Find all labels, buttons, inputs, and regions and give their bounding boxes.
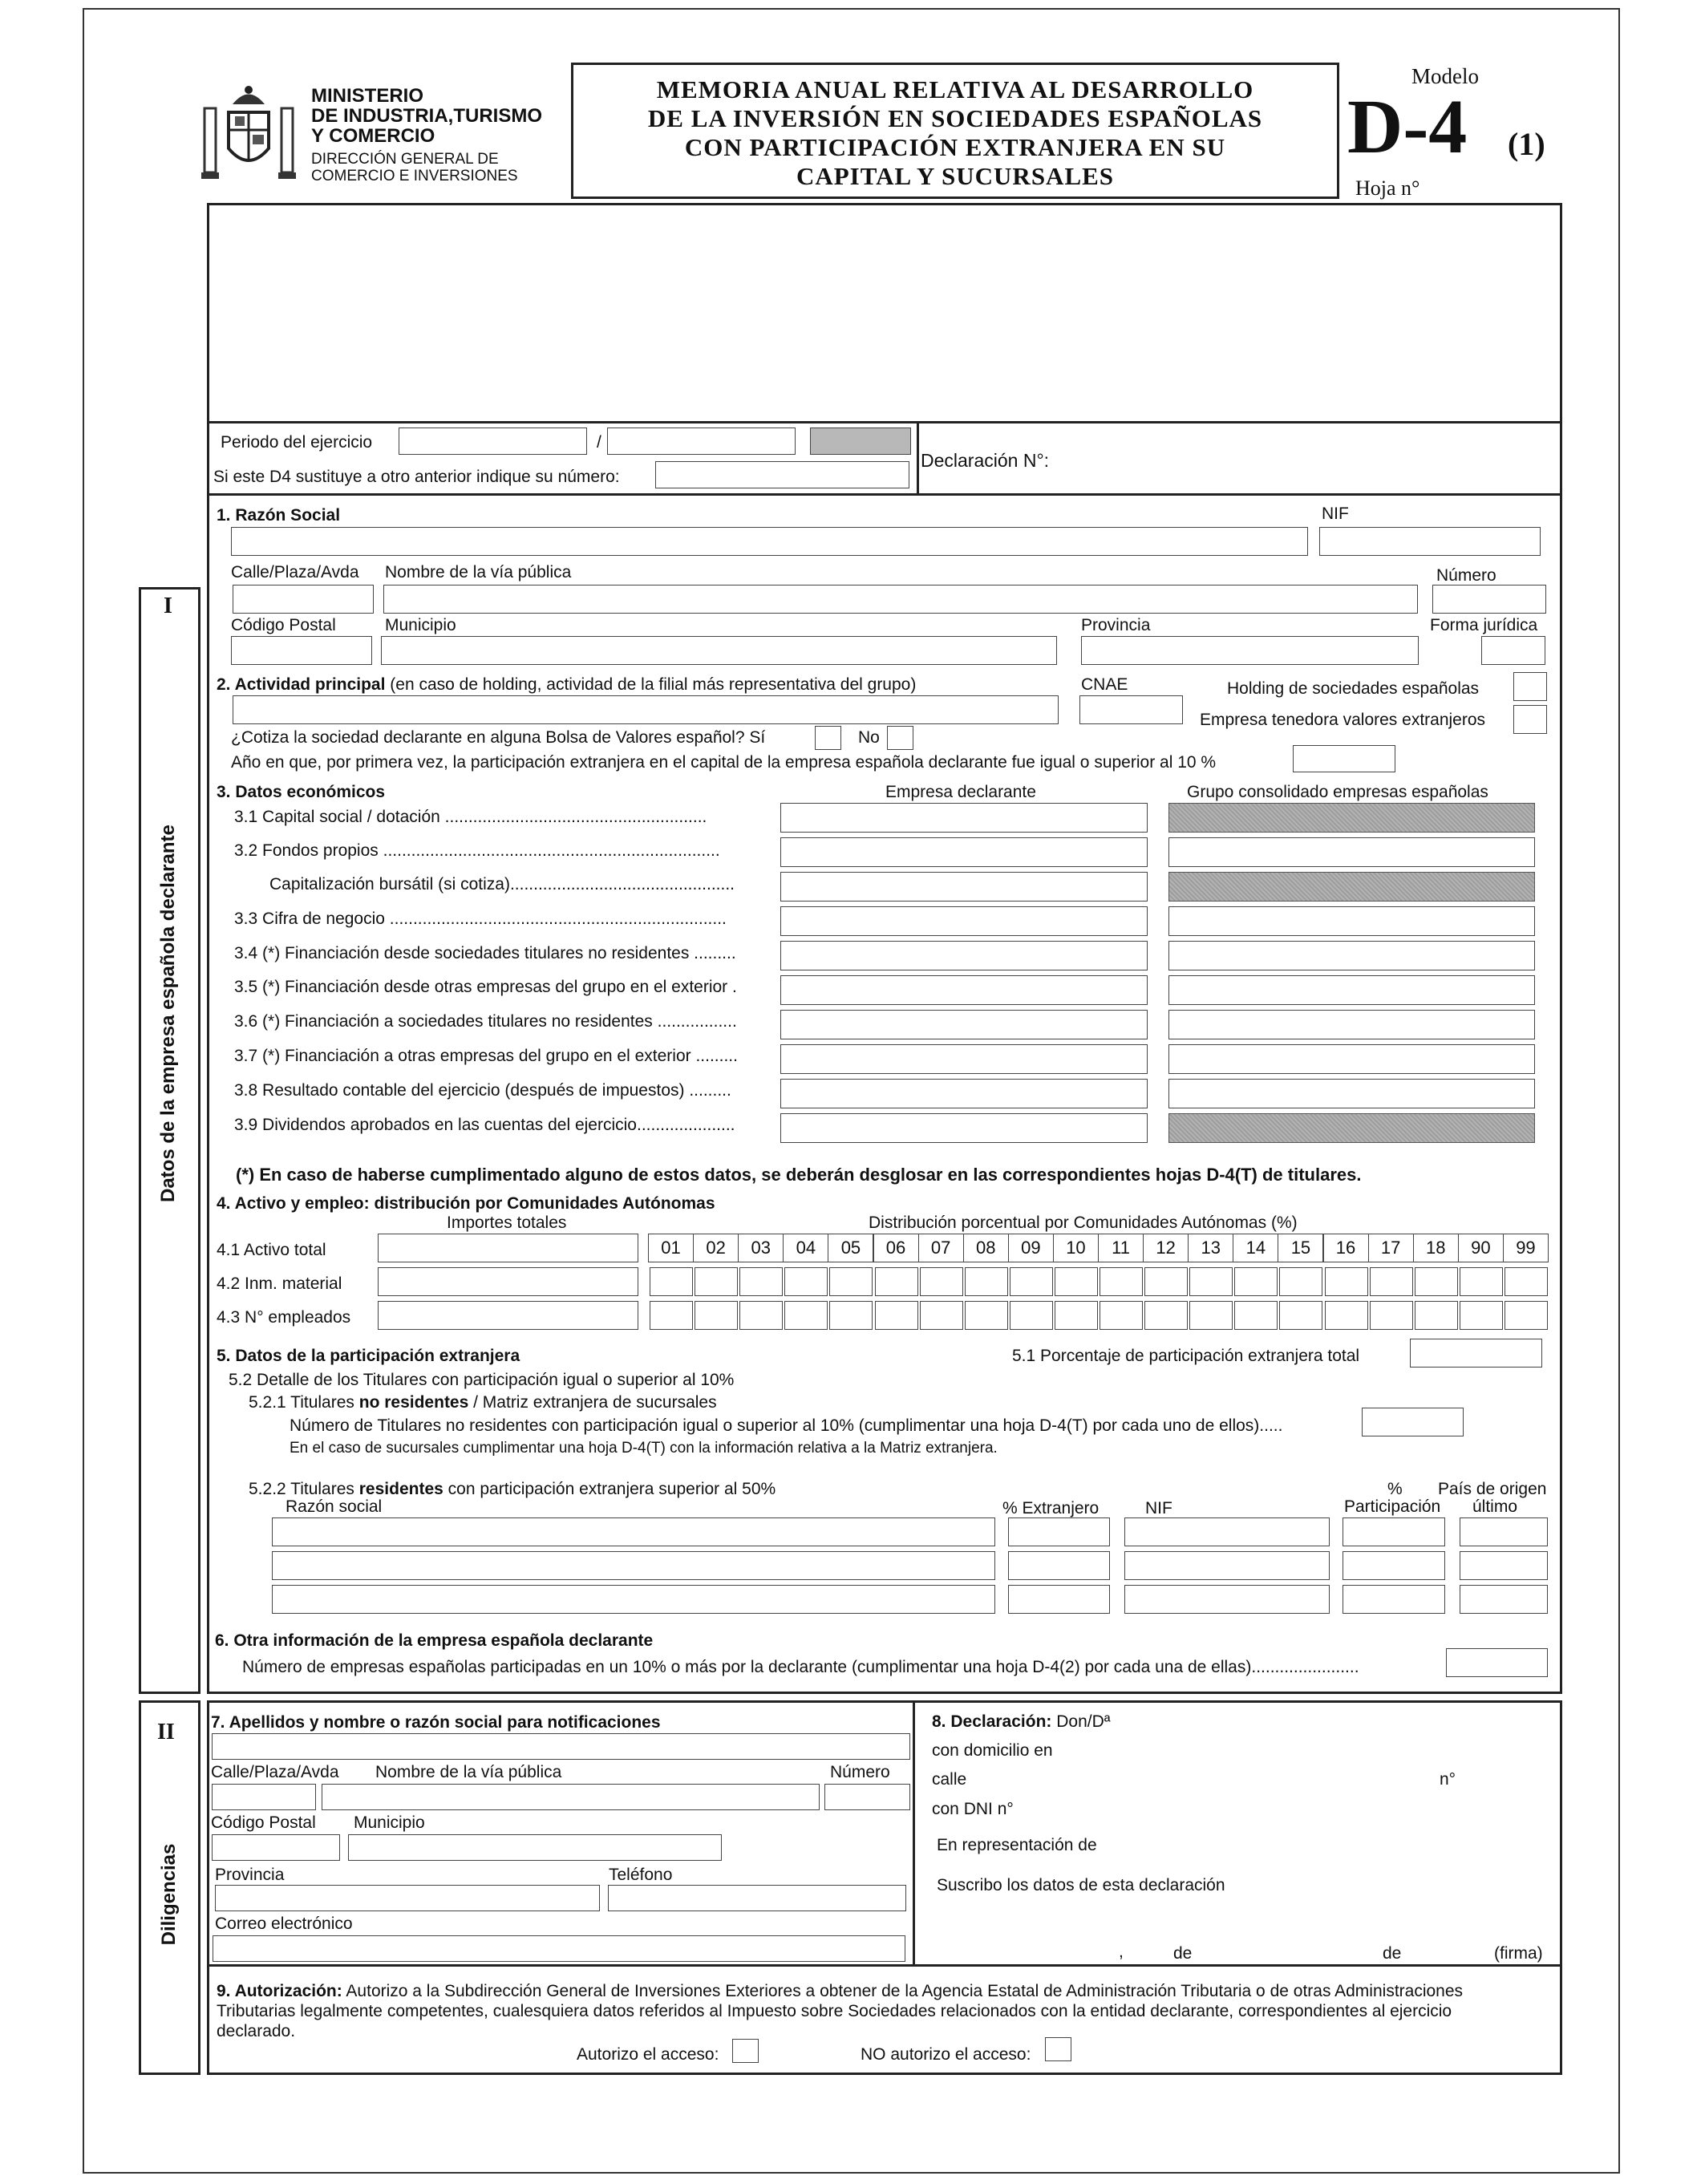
economic-row-label: 3.8 Resultado contable del ejercicio (después de impuestos) ......... — [234, 1081, 731, 1100]
notif-municipio-label: Municipio — [354, 1813, 425, 1832]
ccaa-percent-field[interactable] — [1055, 1267, 1098, 1296]
economic-empresa-field[interactable] — [780, 1044, 1148, 1074]
col-ultimo: último — [1472, 1497, 1518, 1516]
ccaa-code-header: 90 — [1458, 1234, 1504, 1262]
ccaa-percent-field[interactable] — [1010, 1267, 1053, 1296]
titulares-residentes-label: 5.2.2 Titulares residentes con participación extranjera superior al 50% — [249, 1480, 776, 1498]
economic-row-label: 3.4 (*) Financiación desde sociedades titulares no residentes ......... — [234, 944, 736, 962]
ccaa-percent-field[interactable] — [829, 1267, 873, 1296]
ccaa-code-header: 13 — [1188, 1234, 1233, 1262]
ccaa-percent-field[interactable] — [1144, 1301, 1188, 1330]
notif-nombre-via-label: Nombre de la vía pública — [375, 1763, 562, 1781]
municipio-field[interactable] — [381, 636, 1057, 665]
table-cell[interactable] — [272, 1551, 995, 1580]
forma-juridica-label: Forma jurídica — [1430, 616, 1538, 634]
decl-numero-label: n° — [1440, 1770, 1456, 1789]
ccaa-code-header: 14 — [1233, 1234, 1278, 1262]
ccaa-percent-field[interactable] — [1144, 1267, 1188, 1296]
calle-field[interactable] — [233, 585, 374, 614]
ccaa-code-header: 01 — [648, 1234, 694, 1262]
ccaa-percent-field[interactable] — [1279, 1267, 1322, 1296]
ccaa-percent-field[interactable] — [1415, 1301, 1458, 1330]
table-cell[interactable] — [1124, 1551, 1330, 1580]
detalle-titulares-label: 5.2 Detalle de los Titulares con participación igual o superior al 10% — [229, 1371, 735, 1389]
ccaa-code-header: 15 — [1278, 1234, 1323, 1262]
ccaa-code-header: 10 — [1053, 1234, 1099, 1262]
col-nif: NIF — [1145, 1499, 1172, 1517]
modelo-code: D-4 — [1347, 83, 1468, 169]
ccaa-code-header: 02 — [693, 1234, 739, 1262]
economic-grupo-shaded — [1168, 1113, 1535, 1143]
codigo-postal-field[interactable] — [231, 636, 372, 665]
economic-grupo-field[interactable] — [1168, 975, 1535, 1005]
ministry-name: Y COMERCIO — [311, 125, 435, 147]
notif-correo-label: Correo electrónico — [215, 1915, 353, 1933]
notif-municipio-field[interactable] — [348, 1834, 722, 1861]
ccaa-percent-field[interactable] — [1010, 1301, 1053, 1330]
titulares-no-residentes-label: 5.2.1 Titulares no residentes / Matriz extranjera de sucursales — [249, 1393, 717, 1412]
razon-social-field[interactable] — [231, 527, 1308, 556]
economic-row-label: 3.1 Capital social / dotación ........................................................ — [234, 808, 707, 826]
nif-label: NIF — [1322, 504, 1349, 523]
anio-label: Año en que, por primera vez, la participación extranjera en el capital de la empresa española declarante fue igual o superior al 10 % — [231, 753, 1217, 772]
economic-grupo-field[interactable] — [1168, 1044, 1535, 1074]
col-razon-social: Razón social — [286, 1497, 383, 1516]
ccaa-code-header: 07 — [918, 1234, 964, 1262]
autorizo-checkbox[interactable] — [732, 2039, 759, 2063]
provincia-field[interactable] — [1081, 636, 1419, 665]
ccaa-code-header: 17 — [1368, 1234, 1414, 1262]
economic-row-label: 3.2 Fondos propios ........................................................................ — [234, 841, 720, 860]
sustituye-label: Si este D4 sustituye a otro anterior indique su número: — [213, 468, 620, 486]
col-participacion-top: % — [1387, 1480, 1403, 1498]
section2-numeral: II — [157, 1720, 175, 1744]
ccaa-percent-field[interactable] — [1055, 1301, 1098, 1330]
otra-informacion-title: 6. Otra información de la empresa española declarante — [215, 1631, 654, 1650]
free-text-area[interactable] — [207, 203, 1562, 423]
ccaa-percent-field[interactable] — [1370, 1267, 1413, 1296]
economic-row-label: 3.3 Cifra de negocio ........................................................................ — [234, 910, 727, 928]
autorizo-label: Autorizo el acceso: — [577, 2045, 719, 2064]
section1-numeral: I — [164, 594, 172, 618]
notif-codigo-postal-label: Código Postal — [211, 1813, 316, 1832]
fecha-de-1: de — [1173, 1944, 1193, 1963]
municipio-label: Municipio — [385, 616, 456, 634]
ccaa-code-header: 12 — [1143, 1234, 1189, 1262]
periodo-end-field[interactable] — [607, 427, 796, 455]
notif-telefono-field[interactable] — [608, 1885, 906, 1911]
department-name: COMERCIO E INVERSIONES — [311, 168, 518, 184]
economic-empresa-field[interactable] — [780, 872, 1148, 902]
table-cell[interactable] — [272, 1517, 995, 1546]
economic-empresa-field[interactable] — [780, 803, 1148, 833]
notif-provincia-field[interactable] — [215, 1885, 600, 1911]
ccaa-percent-field[interactable] — [965, 1301, 1008, 1330]
ccaa-code-header: 11 — [1098, 1234, 1144, 1262]
autorizacion-line3: declarado. — [217, 2022, 296, 2040]
ccaa-percent-field[interactable] — [1505, 1267, 1548, 1296]
actividad-field[interactable] — [233, 695, 1059, 724]
fecha-comma: , — [1119, 1943, 1124, 1961]
economic-empresa-field[interactable] — [780, 1010, 1148, 1039]
cotiza-no-label: No — [858, 728, 880, 747]
economic-empresa-field[interactable] — [780, 1079, 1148, 1108]
ccaa-percent-field[interactable] — [650, 1267, 693, 1296]
otra-informacion-text: Número de empresas españolas participadas en un 10% o más por la declarante (cumplimentar una hoja D-4(2) por cada una de ellas)....................... — [242, 1658, 1359, 1676]
ccaa-percent-field[interactable] — [1460, 1301, 1503, 1330]
activo-row-label: 4.3 N° empleados — [217, 1308, 351, 1327]
ccaa-code-header: 03 — [738, 1234, 784, 1262]
ccaa-percent-field[interactable] — [1189, 1267, 1233, 1296]
ccaa-percent-field[interactable] — [1325, 1301, 1368, 1330]
notif-nombre-via-field[interactable] — [322, 1784, 820, 1810]
economic-empresa-field[interactable] — [780, 975, 1148, 1005]
domicilio-label: con domicilio en — [932, 1741, 1053, 1760]
table-cell[interactable] — [1343, 1551, 1445, 1580]
ccaa-percent-field[interactable] — [1100, 1301, 1143, 1330]
notif-numero-field[interactable] — [824, 1784, 910, 1810]
ministry-name: MINISTERIO — [311, 85, 424, 107]
activo-total-field[interactable] — [378, 1234, 638, 1262]
porcentaje-label: 5.1 Porcentaje de participación extranjera total — [1012, 1347, 1360, 1365]
ccaa-percent-field[interactable] — [1100, 1267, 1143, 1296]
participacion-title: 5. Datos de la participación extranjera — [217, 1347, 520, 1365]
economic-empresa-field[interactable] — [780, 941, 1148, 970]
ccaa-percent-field[interactable] — [1370, 1301, 1413, 1330]
economic-grupo-field[interactable] — [1168, 1010, 1535, 1039]
economic-grupo-field[interactable] — [1168, 837, 1535, 867]
table-cell[interactable] — [1008, 1517, 1110, 1546]
cotiza-no-checkbox[interactable] — [887, 726, 913, 750]
empleados-field[interactable] — [378, 1301, 638, 1330]
cotiza-si-checkbox[interactable] — [815, 726, 841, 750]
empresa-declarante-header: Empresa declarante — [885, 783, 1036, 801]
inm-material-field[interactable] — [378, 1267, 638, 1296]
coat-of-arms-icon — [196, 80, 301, 184]
provincia-label: Provincia — [1081, 616, 1151, 634]
table-cell[interactable] — [1343, 1585, 1445, 1614]
numero-field[interactable] — [1432, 585, 1546, 614]
notif-codigo-postal-field[interactable] — [212, 1834, 340, 1861]
ccaa-percent-field[interactable] — [739, 1301, 783, 1330]
actividad-label: 2. Actividad principal (en caso de holding, actividad de la filial más representativa del grupo) — [217, 675, 917, 694]
economic-grupo-shaded — [1168, 803, 1535, 833]
cnae-field[interactable] — [1079, 695, 1183, 724]
economic-grupo-field[interactable] — [1168, 1079, 1535, 1108]
holding-checkbox[interactable] — [1513, 672, 1547, 701]
cnae-label: CNAE — [1081, 675, 1128, 694]
nombre-via-field[interactable] — [383, 585, 1418, 614]
declaracion-panel-8 — [913, 1700, 1562, 1967]
holding-label: Holding de sociedades españolas — [1227, 679, 1480, 698]
ccaa-percent-field[interactable] — [784, 1267, 828, 1296]
declaracion-label: Declaración N°: — [921, 450, 1050, 471]
otra-informacion-field[interactable] — [1446, 1648, 1548, 1677]
ccaa-percent-field[interactable] — [1415, 1267, 1458, 1296]
economic-empresa-field[interactable] — [780, 906, 1148, 936]
importes-totales-header: Importes totales — [447, 1214, 567, 1232]
anio-field[interactable] — [1293, 745, 1395, 772]
activo-empleo-title: 4. Activo y empleo: distribución por Comunidades Autónomas — [217, 1194, 715, 1213]
no-autorizo-label: NO autorizo el acceso: — [861, 2045, 1031, 2064]
table-cell[interactable] — [1460, 1551, 1548, 1580]
table-cell[interactable] — [1124, 1585, 1330, 1614]
ccaa-percent-field[interactable] — [1279, 1301, 1322, 1330]
ccaa-percent-field[interactable] — [920, 1267, 963, 1296]
ccaa-percent-field[interactable] — [920, 1301, 963, 1330]
economic-row-label: 3.7 (*) Financiación a otras empresas del grupo en el exterior ......... — [234, 1047, 738, 1065]
notif-calle-field[interactable] — [212, 1784, 316, 1810]
activo-row-label: 4.2 Inm. material — [217, 1274, 342, 1293]
ccaa-percent-field[interactable] — [784, 1301, 828, 1330]
table-cell[interactable] — [1008, 1551, 1110, 1580]
autorizacion-line1: 9. Autorización: Autorizo a la Subdirección General de Inversiones Exteriores a obtener de la Agencia Estatal de Administración Tributaria o de otras Administraciones — [217, 1982, 1464, 2000]
ccaa-percent-field[interactable] — [1325, 1267, 1368, 1296]
representacion-label: En representación de — [937, 1836, 1097, 1854]
notif-correo-field[interactable] — [213, 1935, 905, 1962]
table-cell[interactable] — [1460, 1585, 1548, 1614]
economic-empresa-field[interactable] — [780, 1113, 1148, 1143]
periodo-separator: / — [597, 433, 601, 452]
firma-label: (firma) — [1494, 1944, 1543, 1963]
razon-social-label: 1. Razón Social — [217, 506, 341, 525]
economic-grupo-field[interactable] — [1168, 941, 1535, 970]
periodo-start-field[interactable] — [399, 427, 587, 455]
ccaa-percent-field[interactable] — [1234, 1267, 1278, 1296]
declaracion-title: 8. Declaración: Don/Dª — [932, 1712, 1111, 1731]
periodo-shaded-field — [810, 427, 911, 455]
codigo-postal-label: Código Postal — [231, 616, 336, 634]
ccaa-percent-field[interactable] — [1234, 1301, 1278, 1330]
tenedora-label: Empresa tenedora valores extranjeros — [1200, 711, 1486, 729]
notificaciones-nombre-field[interactable] — [212, 1733, 910, 1760]
col-participacion: Participación — [1344, 1497, 1441, 1516]
tenedora-checkbox[interactable] — [1513, 705, 1547, 734]
ccaa-percent-field[interactable] — [1189, 1301, 1233, 1330]
table-cell[interactable] — [1460, 1517, 1548, 1546]
ccaa-percent-field[interactable] — [829, 1301, 873, 1330]
datos-economicos-title: 3. Datos económicos — [217, 783, 386, 801]
modelo-label: Modelo — [1411, 64, 1479, 88]
ccaa-code-header: 16 — [1323, 1234, 1369, 1262]
ministry-name: DE INDUSTRIA,TURISMO — [311, 105, 542, 127]
ccaa-percent-field[interactable] — [875, 1267, 918, 1296]
ccaa-percent-field[interactable] — [695, 1267, 738, 1296]
grupo-consolidado-header: Grupo consolidado empresas españolas — [1187, 783, 1488, 801]
col-extranjero: % Extranjero — [1002, 1499, 1100, 1517]
col-pais-origen: País de origen — [1438, 1480, 1547, 1498]
notificaciones-title: 7. Apellidos y nombre o razón social para notificaciones — [211, 1713, 661, 1732]
ccaa-percent-field[interactable] — [875, 1301, 918, 1330]
nombre-via-label: Nombre de la vía pública — [385, 563, 572, 581]
ccaa-percent-field[interactable] — [650, 1301, 693, 1330]
numero-titulares-field[interactable] — [1362, 1408, 1464, 1436]
ccaa-code-header: 99 — [1503, 1234, 1549, 1262]
section2-label: Diligencias — [158, 1843, 180, 1946]
ccaa-code-header: 05 — [828, 1234, 873, 1262]
form-title: MEMORIA ANUAL RELATIVA AL DESARROLLO DE LA INVERSIÓN EN SOCIEDADES ESPAÑOLAS CON PARTICIPACIÓN EXTRANJERA EN SU CAPITAL Y SUCURSALES — [647, 75, 1263, 190]
economic-row-label: 3.9 Dividendos aprobados en las cuentas del ejercicio..................... — [234, 1116, 735, 1134]
notif-telefono-label: Teléfono — [609, 1866, 673, 1884]
ccaa-percent-field[interactable] — [1505, 1301, 1548, 1330]
financiacion-note: (*) En caso de haberse cumplimentado alguno de estos datos, se deberán desglosar en las correspondientes hojas D-4(T) de titulares. — [236, 1165, 1362, 1185]
economic-grupo-shaded — [1168, 872, 1535, 902]
department-name: DIRECCIÓN GENERAL DE — [311, 151, 499, 168]
numero-label: Número — [1436, 566, 1496, 585]
no-autorizo-checkbox[interactable] — [1045, 2037, 1071, 2061]
ccaa-code-header: 06 — [873, 1234, 919, 1262]
sustituye-field[interactable] — [655, 461, 909, 488]
ccaa-percent-field[interactable] — [695, 1301, 738, 1330]
table-cell[interactable] — [1008, 1585, 1110, 1614]
economic-grupo-field[interactable] — [1168, 906, 1535, 936]
notif-calle-label: Calle/Plaza/Avda — [211, 1763, 339, 1781]
section1-label: Datos de la empresa española declarante — [157, 825, 179, 1202]
ccaa-percent-field[interactable] — [739, 1267, 783, 1296]
dni-label: con DNI n° — [932, 1800, 1014, 1818]
economic-row-label: 3.6 (*) Financiación a sociedades titulares no residentes ................. — [234, 1012, 737, 1031]
economic-row-label: 3.5 (*) Financiación desde otras empresas del grupo en el exterior . — [234, 978, 737, 996]
cotiza-label: ¿Cotiza la sociedad declarante en alguna Bolsa de Valores español? Sí — [231, 728, 766, 747]
modelo-suffix: (1) — [1508, 126, 1545, 162]
economic-empresa-field[interactable] — [780, 837, 1148, 867]
ccaa-percent-field[interactable] — [965, 1267, 1008, 1296]
table-cell[interactable] — [1124, 1517, 1330, 1546]
economic-row-label: Capitalización bursátil (si cotiza)................................................ — [269, 875, 735, 893]
activo-row-label: 4.1 Activo total — [217, 1241, 326, 1259]
ccaa-code-header: 04 — [783, 1234, 828, 1262]
ccaa-percent-field[interactable] — [1460, 1267, 1503, 1296]
autorizacion-line2: Tributarias legalmente competentes, cualesquiera datos referidos al Impuesto sobre Sociedades relacionados con la entidad declarante, correspondientes al ejercicio — [217, 2002, 1452, 2020]
forma-juridica-field[interactable] — [1481, 636, 1545, 665]
ccaa-code-header: 18 — [1413, 1234, 1459, 1262]
sucursales-note: En el caso de sucursales cumplimentar una hoja D-4(T) con la información relativa a la Matriz extranjera. — [290, 1440, 998, 1457]
notif-provincia-label: Provincia — [215, 1866, 285, 1884]
ccaa-code-header: 09 — [1008, 1234, 1054, 1262]
periodo-label: Periodo del ejercicio — [221, 433, 373, 452]
distribucion-header: Distribución porcentual por Comunidades Autónomas (%) — [869, 1214, 1298, 1232]
suscribo-label: Suscribo los datos de esta declaración — [937, 1876, 1225, 1894]
notif-numero-label: Número — [830, 1763, 890, 1781]
ccaa-code-header: 08 — [963, 1234, 1009, 1262]
calle-label: Calle/Plaza/Avda — [231, 563, 359, 581]
porcentaje-field[interactable] — [1410, 1339, 1542, 1368]
nif-field[interactable] — [1319, 527, 1541, 556]
table-cell[interactable] — [272, 1585, 995, 1614]
hoja-label: Hoja n° — [1355, 176, 1420, 200]
decl-calle-label: calle — [932, 1770, 967, 1789]
fecha-de-2: de — [1383, 1944, 1402, 1963]
table-cell[interactable] — [1343, 1517, 1445, 1546]
numero-titulares-label: Número de Titulares no residentes con participación igual o superior al 10% (cumplimentar una hoja D-4(T) por cada uno de ellos)..... — [290, 1416, 1283, 1435]
